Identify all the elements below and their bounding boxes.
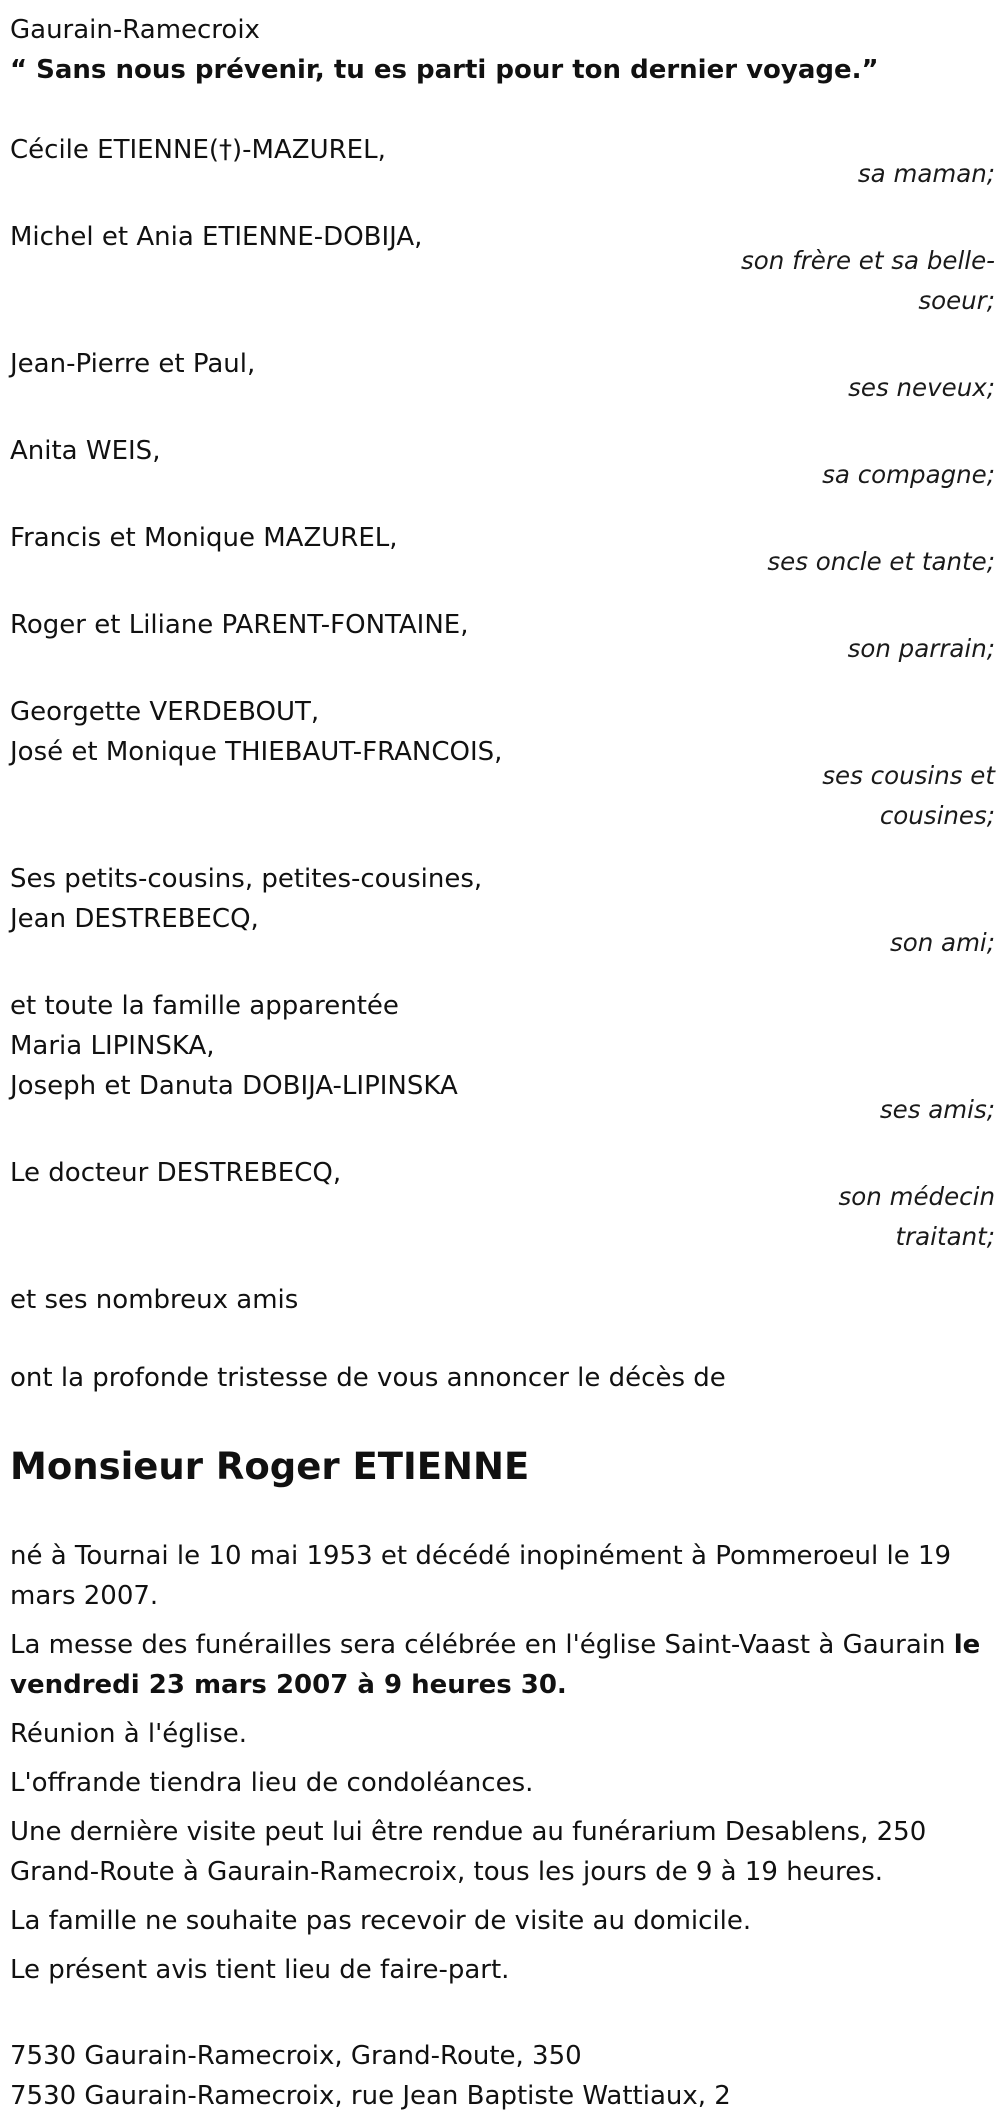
relative-entry	[10, 986, 995, 1130]
announcement-text: ont la profonde tristesse de vous annoncer le décès de	[10, 1363, 726, 1393]
address-line: 7530 Gaurain-Ramecroix, Grand-Route, 350	[10, 2041, 582, 2071]
relative-name: Anita WEIS,	[10, 436, 161, 466]
relative-role: son parrain;	[847, 634, 995, 663]
relative-role: ses cousins et cousines;	[822, 761, 995, 830]
relative-entry	[10, 130, 995, 194]
visit-details: Une dernière visite peut lui être rendue au funérarium Desablens, 250 Grand-Route à Gaurain-Ramecroix, tous les jours de 9 à 19 heures.	[10, 1817, 927, 1887]
relative-role: son ami;	[889, 928, 995, 957]
relative-entry	[10, 431, 995, 495]
relative-role: son frère et sa belle-soeur;	[741, 246, 995, 315]
funeral-mass-details	[10, 1625, 995, 1705]
relative-name: Georgette VERDEBOUT,	[10, 697, 320, 727]
offering-details: L'offrande tiendra lieu de condoléances.	[10, 1768, 534, 1798]
relative-entry	[10, 1153, 995, 1257]
home-visit-note: La famille ne souhaite pas recevoir de visite au domicile.	[10, 1906, 752, 1936]
address-line: 7530 Gaurain-Ramecroix, rue Jean Baptiste Wattiaux, 2	[10, 2081, 731, 2111]
relative-name: Cécile ETIENNE(†)-MAZUREL,	[10, 135, 386, 165]
relative-entry	[10, 518, 995, 582]
mass-date: le vendredi 23 mars 2007 à 9 heures 30.	[10, 1630, 981, 1700]
relative-entry	[10, 344, 995, 408]
meeting-details: Réunion à l'église.	[10, 1719, 248, 1749]
relative-entry	[10, 692, 995, 836]
relative-entry	[10, 605, 995, 669]
relative-name: Roger et Liliane PARENT-FONTAINE,	[10, 610, 469, 640]
relative-entry	[10, 217, 995, 321]
relative-name: Francis et Monique MAZUREL,	[10, 523, 398, 553]
relative-name: Jean-Pierre et Paul,	[10, 349, 256, 379]
relatives-list	[10, 130, 995, 1257]
birth-death-details: né à Tournai le 10 mai 1953 et décédé inopinément à Pommeroeul le 19 mars 2007.	[10, 1541, 952, 1611]
mass-location: La messe des funérailles sera célébrée en l'église Saint-Vaast à Gaurain	[10, 1630, 954, 1660]
death-notice-content	[10, 10, 995, 2116]
relative-name: José et Monique THIEBAUT-FRANCOIS,	[10, 737, 503, 767]
relative-name: Michel et Ania ETIENNE-DOBIJA,	[10, 222, 423, 252]
relative-role: sa compagne;	[822, 460, 995, 489]
relative-name: Ses petits-cousins, petites-cousines,	[10, 864, 483, 894]
relative-role: son médecin traitant;	[838, 1182, 995, 1251]
closing-relatives: et ses nombreux amis	[10, 1285, 299, 1315]
relative-name: et toute la famille apparentée	[10, 991, 399, 1021]
relative-role: ses oncle et tante;	[767, 547, 995, 576]
relative-role: sa maman;	[857, 159, 995, 188]
notice-note: Le présent avis tient lieu de faire-part.	[10, 1955, 510, 1985]
town-name: Gaurain-Ramecroix	[10, 15, 260, 45]
relative-name: Jean DESTREBECQ,	[10, 904, 259, 934]
relative-name: Le docteur DESTREBECQ,	[10, 1158, 342, 1188]
relative-name: Maria LIPINSKA,	[10, 1031, 215, 1061]
deceased-name: Monsieur Roger ETIENNE	[10, 1445, 530, 1488]
relative-name: Joseph et Danuta DOBIJA-LIPINSKA	[10, 1071, 458, 1101]
relative-role: ses amis;	[879, 1095, 995, 1124]
relative-role: ses neveux;	[848, 373, 995, 402]
addresses-block	[10, 2036, 995, 2116]
relative-entry	[10, 859, 995, 963]
memorial-quote: “ Sans nous prévenir, tu es parti pour ton dernier voyage.”	[10, 55, 879, 85]
